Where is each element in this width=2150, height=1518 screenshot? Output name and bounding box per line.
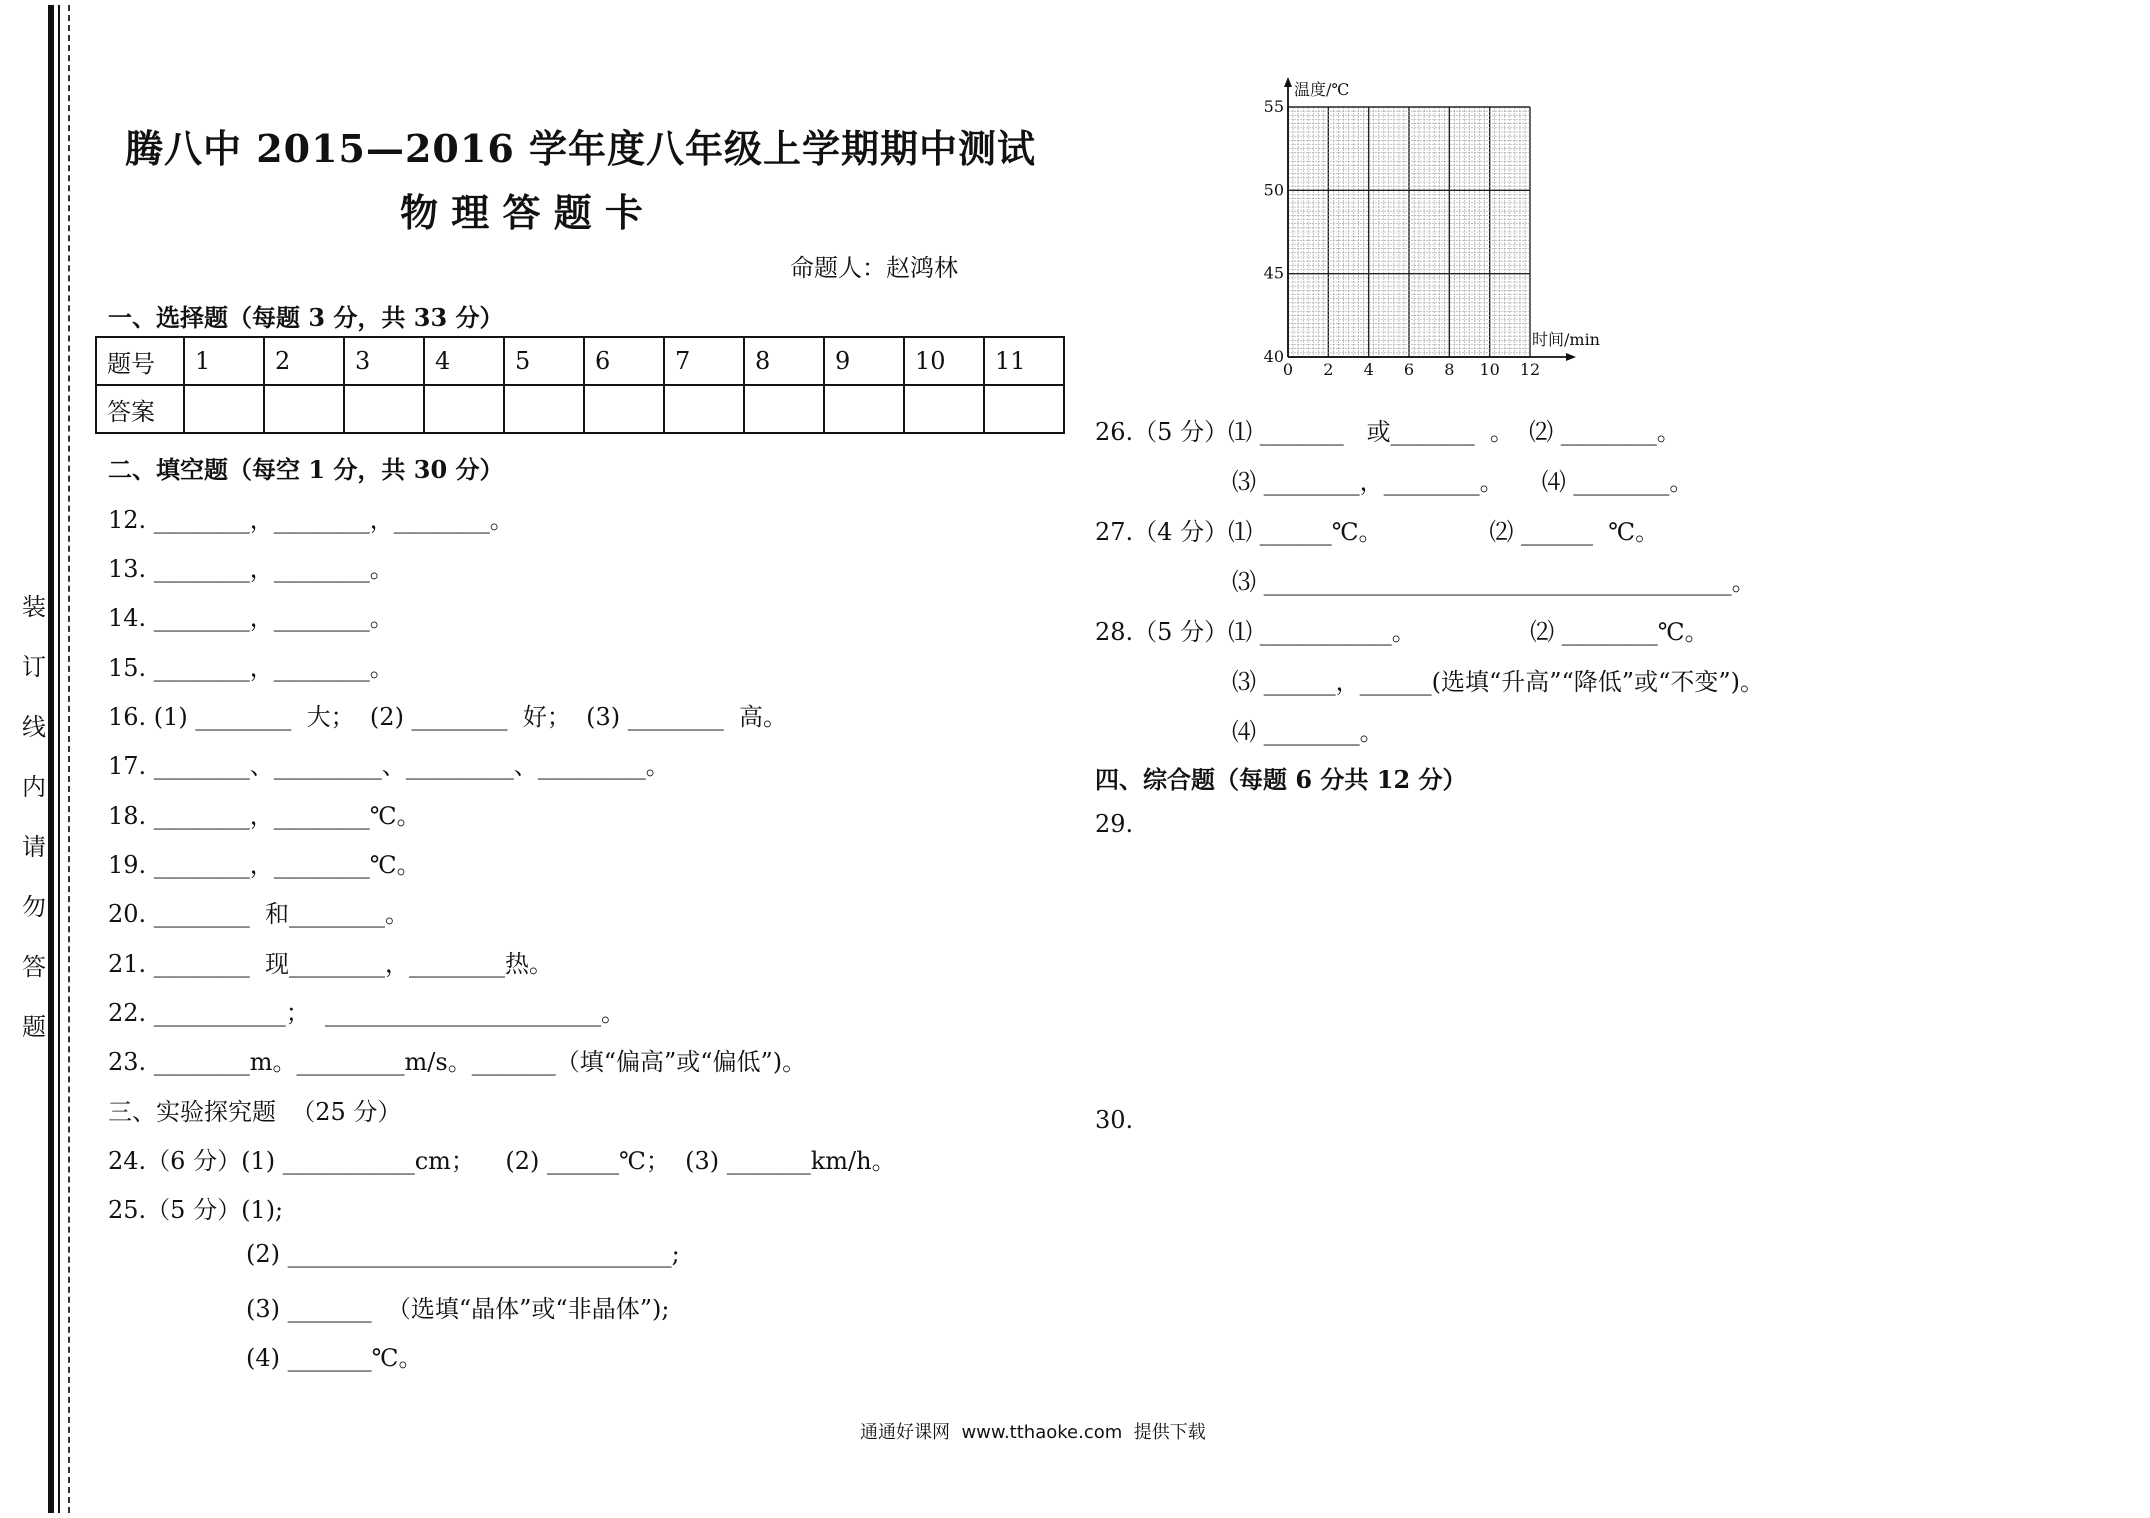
question-23: 23. ________m。_________m/s。_______（填“偏高”或“偏低”)。: [108, 1048, 807, 1076]
section3-title: 三、实验探究题 （25 分）: [108, 1098, 402, 1126]
question-16: 16. (1) ________ 大； (2) ________ 好； (3) ________ 高。: [108, 703, 787, 731]
question-24: 24.（6 分）(1) ___________cm； (2) ______℃； (3) _______km/h。: [108, 1147, 896, 1175]
seal-char: 订: [22, 653, 46, 681]
seal-char: 内: [22, 773, 46, 801]
answer-table: [95, 336, 1065, 434]
seal-char: 答: [22, 953, 46, 981]
footer-credit: 通通好课网 www.tthaoke.com 提供下载: [860, 1422, 1206, 1443]
table-number-cell: 3: [344, 337, 424, 385]
chart-axes: [1264, 77, 1600, 375]
seal-char: 题: [22, 1013, 46, 1041]
question-12: 12. ________，________，________。: [108, 506, 514, 534]
seal-notice: [22, 592, 58, 1072]
section2-title: 二、填空题（每空 1 分，共 30 分）: [108, 455, 504, 484]
question-17: 17. ________、_________、_________、_________。: [108, 752, 670, 780]
page-title: 腾八中 2015—2016 学年度八年级上学期期中测试: [125, 126, 1036, 171]
answer-cell[interactable]: [904, 385, 984, 433]
x-tick-label: 12: [1519, 360, 1541, 375]
table-number-cell: 7: [664, 337, 744, 385]
x-tick-label: 8: [1444, 360, 1455, 375]
binding-bar-thin: [58, 5, 60, 1513]
table-number-cell: 8: [744, 337, 824, 385]
table-answer-header: 答案: [96, 385, 184, 433]
y-tick-label: 50: [1263, 180, 1284, 200]
question-25-part4: (4) _______℃。: [246, 1344, 423, 1372]
x-tick-label: 4: [1363, 360, 1374, 375]
seal-char: 线: [22, 713, 46, 741]
question-13: 13. ________，________。: [108, 555, 394, 583]
section1-title: 一、选择题（每题 3 分，共 33 分）: [108, 303, 504, 332]
question-28-line3: ⑷ ________。: [1232, 718, 1384, 746]
answer-cell[interactable]: [184, 385, 264, 433]
table-header-cell: 题号: [96, 337, 184, 385]
table-number-cell: 10: [904, 337, 984, 385]
y-axis-arrow: [1284, 77, 1292, 87]
y-tick-label: 40: [1263, 347, 1284, 366]
question-26: 26.（5 分）⑴ _______ 或_______ 。 ⑵ ________。: [1095, 418, 1681, 446]
y-tick-label: 55: [1263, 97, 1284, 116]
question-28-line2: ⑶ ______，______(选填“升高”“降低”或“不变”)。: [1232, 668, 1764, 696]
table-number-cell: 1: [184, 337, 264, 385]
table-number-cell: 6: [584, 337, 664, 385]
question-27-line2: ⑶ _______________________________________。: [1232, 568, 1756, 596]
y-axis-label: 温度/℃: [1294, 80, 1350, 99]
question-29: 29.: [1095, 810, 1134, 838]
section4-title: 四、综合题（每题 6 分共 12 分）: [1095, 765, 1467, 794]
x-axis-arrow: [1566, 353, 1576, 361]
x-tick-label: 6: [1403, 360, 1415, 375]
binding-dashed-line: [68, 5, 70, 1513]
question-21: 21. ________ 现________，________热。: [108, 950, 554, 978]
answer-cell[interactable]: [824, 385, 904, 433]
table-number-cell: 9: [824, 337, 904, 385]
seal-char: 装: [22, 593, 46, 621]
question-28: 28.（5 分）⑴ ___________。 ⑵ ________℃。: [1095, 618, 1709, 646]
question-20: 20. ________ 和________。: [108, 900, 410, 928]
answer-cell[interactable]: [744, 385, 824, 433]
answer-table-answer-row: [96, 385, 1064, 433]
table-number-cell: 5: [504, 337, 584, 385]
seal-char: 勿: [22, 893, 46, 921]
answer-cell[interactable]: [424, 385, 504, 433]
question-30: 30.: [1095, 1106, 1134, 1134]
table-number-cell: 11: [984, 337, 1064, 385]
question-19: 19. ________，________℃。: [108, 851, 421, 879]
answer-cell[interactable]: [264, 385, 344, 433]
question-27: 27.（4 分）⑴ ______℃。 ⑵ ______ ℃。: [1095, 518, 1660, 546]
x-tick-label: 2: [1323, 360, 1334, 375]
answer-cell[interactable]: [344, 385, 424, 433]
chart-grid: [1288, 107, 1530, 357]
answer-cell[interactable]: [984, 385, 1064, 433]
answer-cell[interactable]: [584, 385, 664, 433]
x-tick-label: 0: [1282, 360, 1294, 375]
x-axis-label: 时间/min: [1532, 330, 1600, 349]
answer-table-header-row: [96, 337, 1064, 385]
answer-cell[interactable]: [504, 385, 584, 433]
question-25: 25.（5 分）(1);: [108, 1196, 284, 1224]
question-26-line2: ⑶ ________，________。 ⑷ ________。: [1232, 468, 1694, 496]
seal-char: 请: [22, 833, 46, 861]
y-tick-label: 45: [1263, 263, 1284, 283]
question-14: 14. ________，________。: [108, 604, 394, 632]
question-15: 15. ________，________。: [108, 654, 394, 682]
question-25-part2: (2) ________________________________;: [246, 1240, 680, 1268]
question-18: 18. ________，________℃。: [108, 802, 421, 830]
author: 命题人：赵鸿林: [790, 254, 958, 282]
table-number-cell: 4: [424, 337, 504, 385]
question-25-part3: (3) _______ （选填“晶体”或“非晶体”);: [246, 1295, 670, 1323]
answer-cell[interactable]: [664, 385, 744, 433]
table-number-cell: 2: [264, 337, 344, 385]
question-22: 22. ___________； _______________________。: [108, 999, 626, 1027]
temperature-time-chart: [1240, 75, 1620, 375]
x-tick-label: 10: [1479, 360, 1500, 375]
page-subtitle: 物 理 答 题 卡: [400, 190, 643, 235]
